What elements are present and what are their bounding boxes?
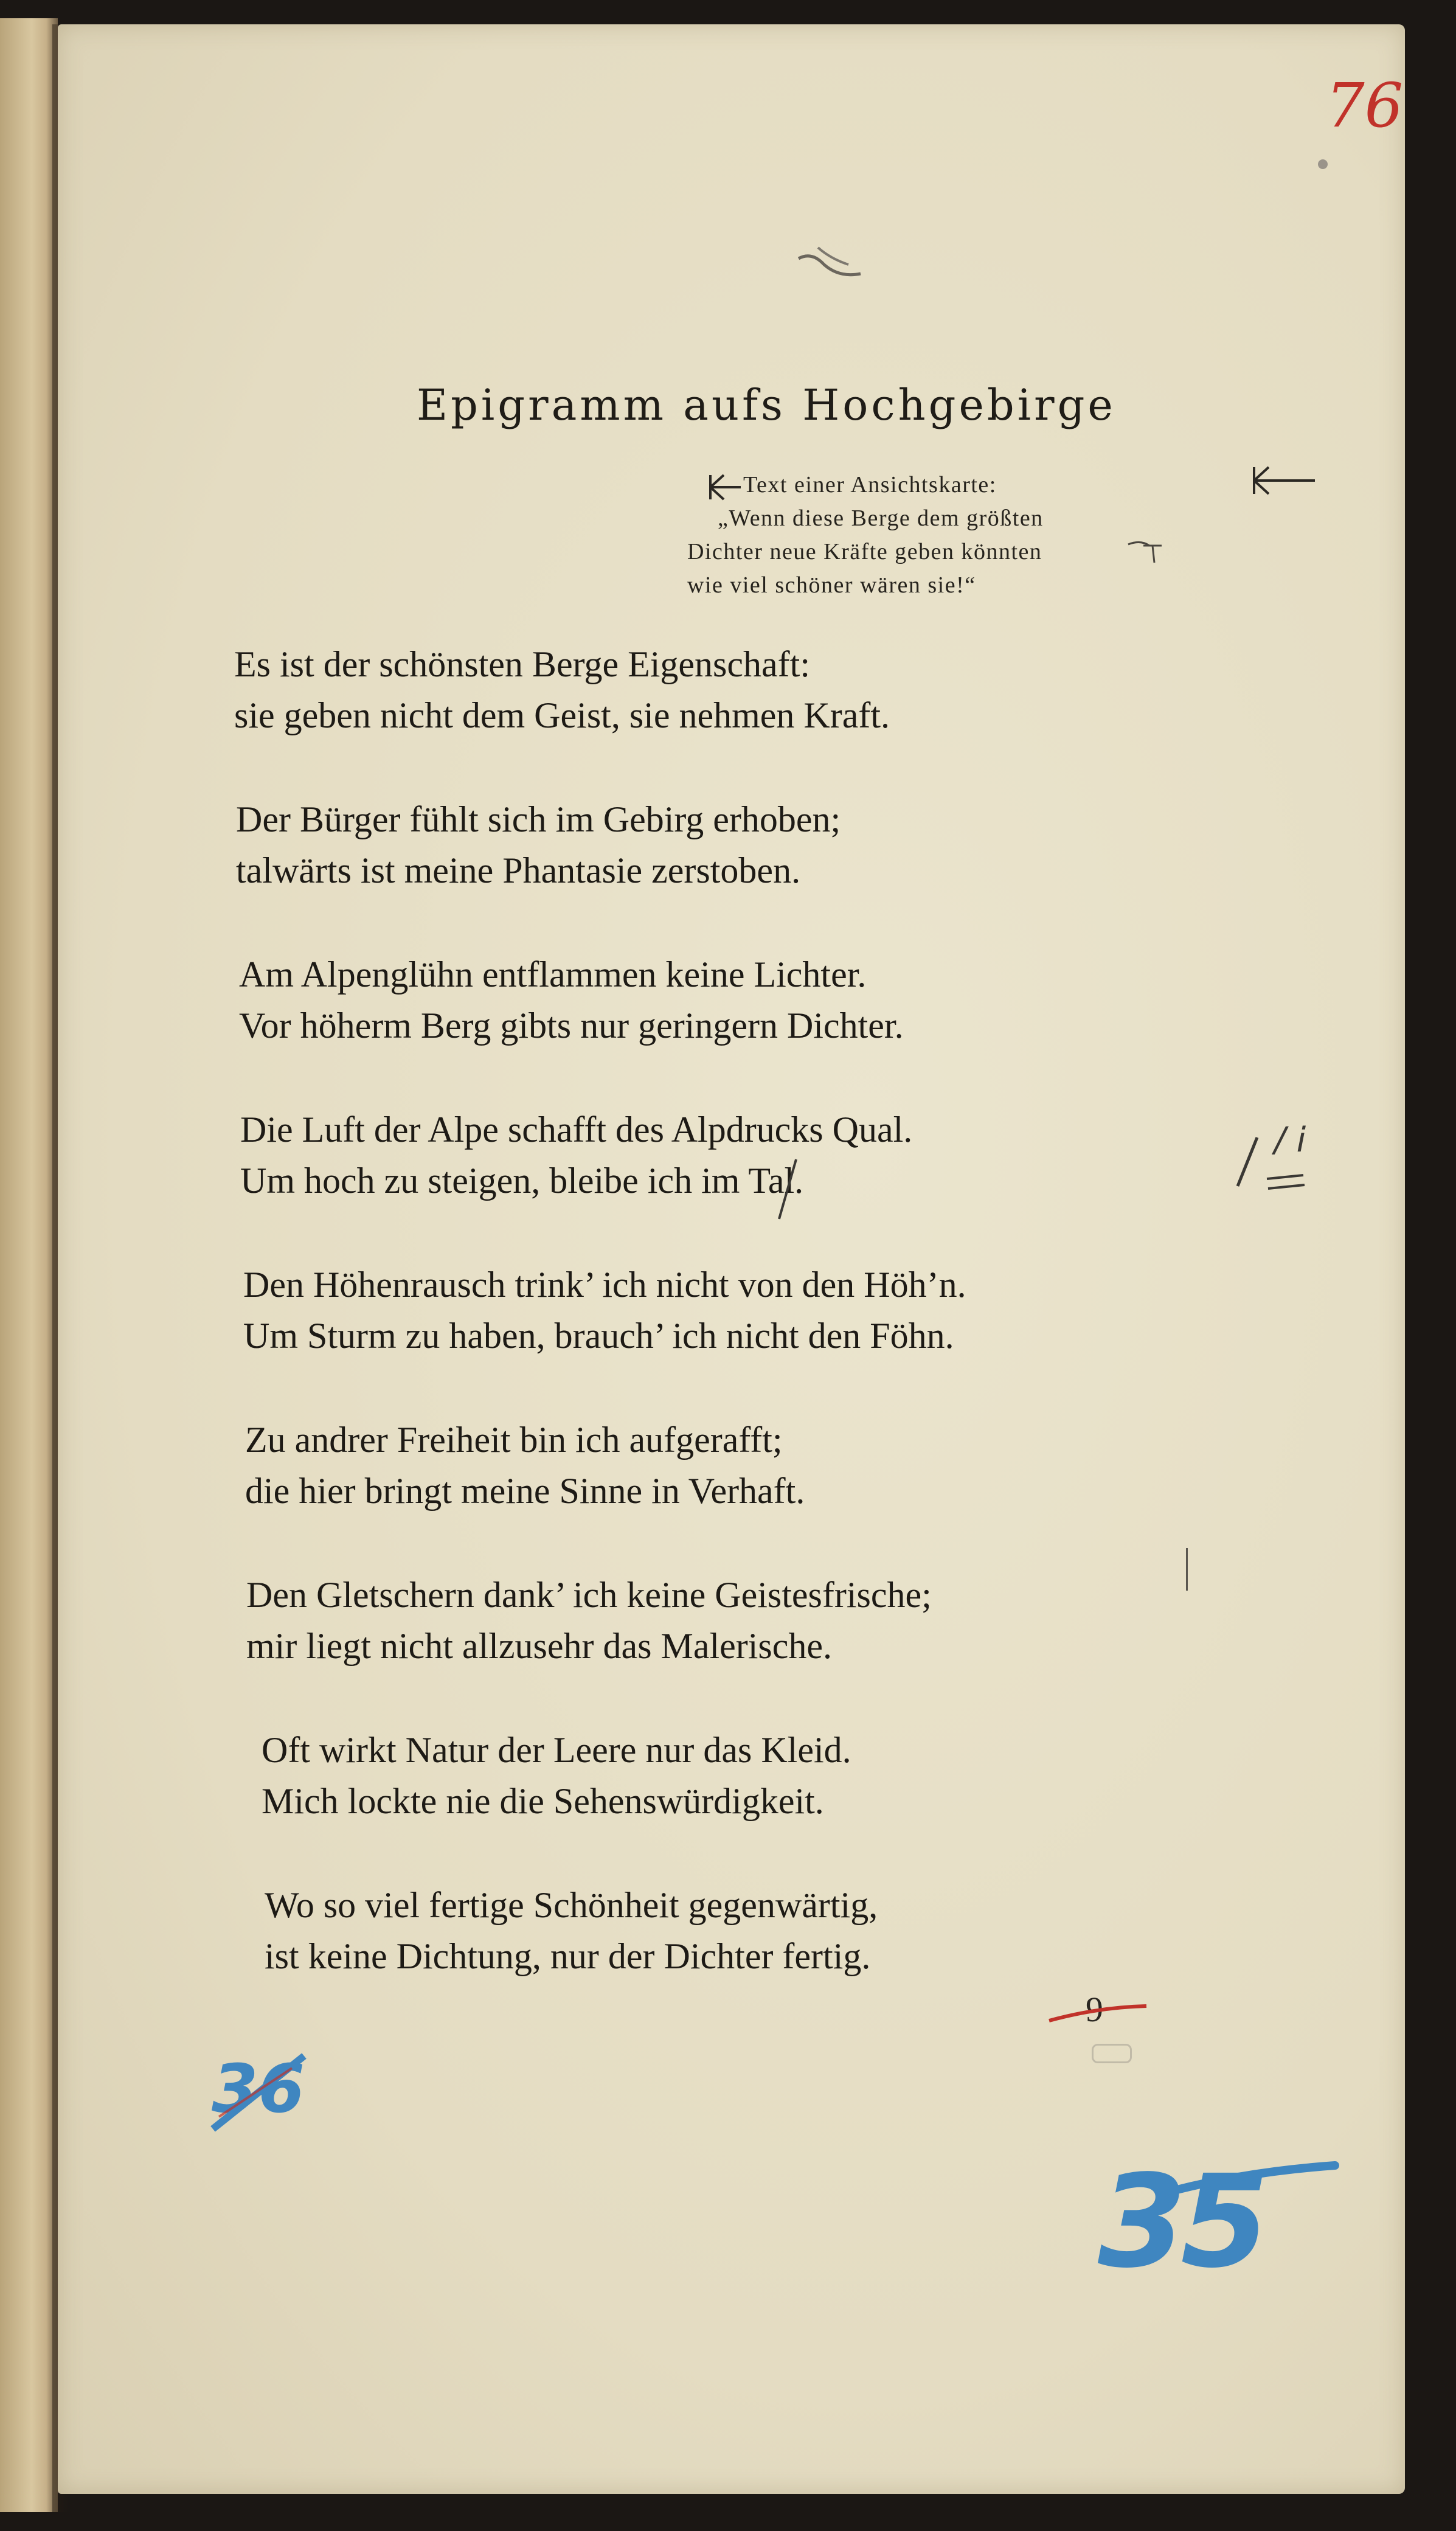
- verse-line: Der Bürger fühlt sich im Gebirg erhoben;: [236, 799, 841, 839]
- stanza-4: [240, 1104, 912, 1206]
- proof-mark-icon: [705, 473, 742, 503]
- correction-text: / i: [1274, 1120, 1306, 1160]
- margin-proof-mark-icon: [1247, 462, 1320, 499]
- verse-line: Die Luft der Alpe schafft des Alpdrucks Qual.: [240, 1109, 913, 1150]
- ink-dot: [1318, 159, 1328, 169]
- verse-line: Um hoch zu steigen, bleibe ich im Tal.: [240, 1161, 804, 1201]
- verse-line: Wo so viel fertige Schönheit gegenwärtig,: [265, 1885, 878, 1925]
- old-page-number-text: 9: [1086, 1990, 1103, 2029]
- epigraph-line-2: „Wenn diese Berge dem größten: [718, 505, 1044, 531]
- pencil-strike-mark-icon: [775, 1156, 800, 1223]
- stanza-7: [246, 1569, 932, 1672]
- blue-underline-stroke-icon: [1086, 2147, 1341, 2305]
- new-count: [1086, 2147, 1341, 2305]
- verse-line: Mich lockte nie die Sehenswürdigkeit.: [262, 1781, 824, 1821]
- poem-title: Epigramm aufs Hochgebirge: [417, 380, 1116, 430]
- stanza-2: [236, 794, 841, 896]
- stanza-6: [245, 1414, 805, 1516]
- verse-line: die hier bringt meine Sinne in Verhaft.: [245, 1471, 805, 1511]
- verse-line: Am Alpenglühn entflammen keine Lichter.: [239, 954, 867, 995]
- verse-line: ist keine Dichtung, nur der Dichter fertig.: [265, 1936, 871, 1976]
- insertion-mark-icon: [1125, 532, 1174, 569]
- manuscript-page: [58, 24, 1405, 2494]
- verse-line: sie geben nicht dem Geist, sie nehmen Kraft.: [234, 695, 890, 735]
- epigraph-line-4: wie viel schöner wären sie!“: [687, 572, 976, 598]
- folio-number: 76: [1326, 70, 1404, 141]
- verse-line: Oft wirkt Natur der Leere nur das Kleid.: [262, 1730, 851, 1770]
- old-count: [201, 2044, 322, 2141]
- pencil-flourish-icon: [794, 240, 873, 289]
- faint-stamp: [1092, 2044, 1132, 2063]
- verse-line: Den Gletschern dank’ ich keine Geistesfrische;: [246, 1575, 932, 1615]
- epigraph-line-1: Text einer Ansichtskarte:: [743, 472, 997, 498]
- verse-line: Den Höhenrausch trink’ ich nicht von den Höh’n.: [243, 1265, 966, 1305]
- epigraph-line-3: Dichter neue Kräfte geben könnten: [687, 539, 1042, 564]
- verse-line: Um Sturm zu haben, brauch’ ich nicht den Föhn.: [243, 1316, 954, 1356]
- margin-tick: [1186, 1548, 1188, 1591]
- strike-through-icon: [1043, 1989, 1153, 2044]
- verse-line: talwärts ist meine Phantasie zerstoben.: [236, 850, 801, 891]
- stanza-3: [239, 949, 904, 1051]
- stanza-8: [262, 1724, 851, 1827]
- facing-page-edge: [0, 18, 58, 2512]
- stanza-9: [265, 1880, 878, 1982]
- new-count-text: 35: [1098, 2147, 1264, 2296]
- verse-line: Zu andrer Freiheit bin ich aufgerafft;: [245, 1420, 783, 1460]
- verse-line: Es ist der schönsten Berge Eigenschaft:: [234, 644, 810, 684]
- blue-strike-icon: [201, 2044, 322, 2141]
- old-page-number: [1043, 1989, 1153, 2044]
- stanza-1: [234, 639, 890, 741]
- verse-line: mir liegt nicht allzusehr das Malerische.: [246, 1626, 833, 1666]
- stanza-5: [243, 1259, 966, 1361]
- margin-correction: [1232, 1120, 1317, 1198]
- verse-line: Vor höherm Berg gibts nur geringern Dichter.: [239, 1005, 904, 1046]
- old-count-text: 36: [212, 2050, 305, 2128]
